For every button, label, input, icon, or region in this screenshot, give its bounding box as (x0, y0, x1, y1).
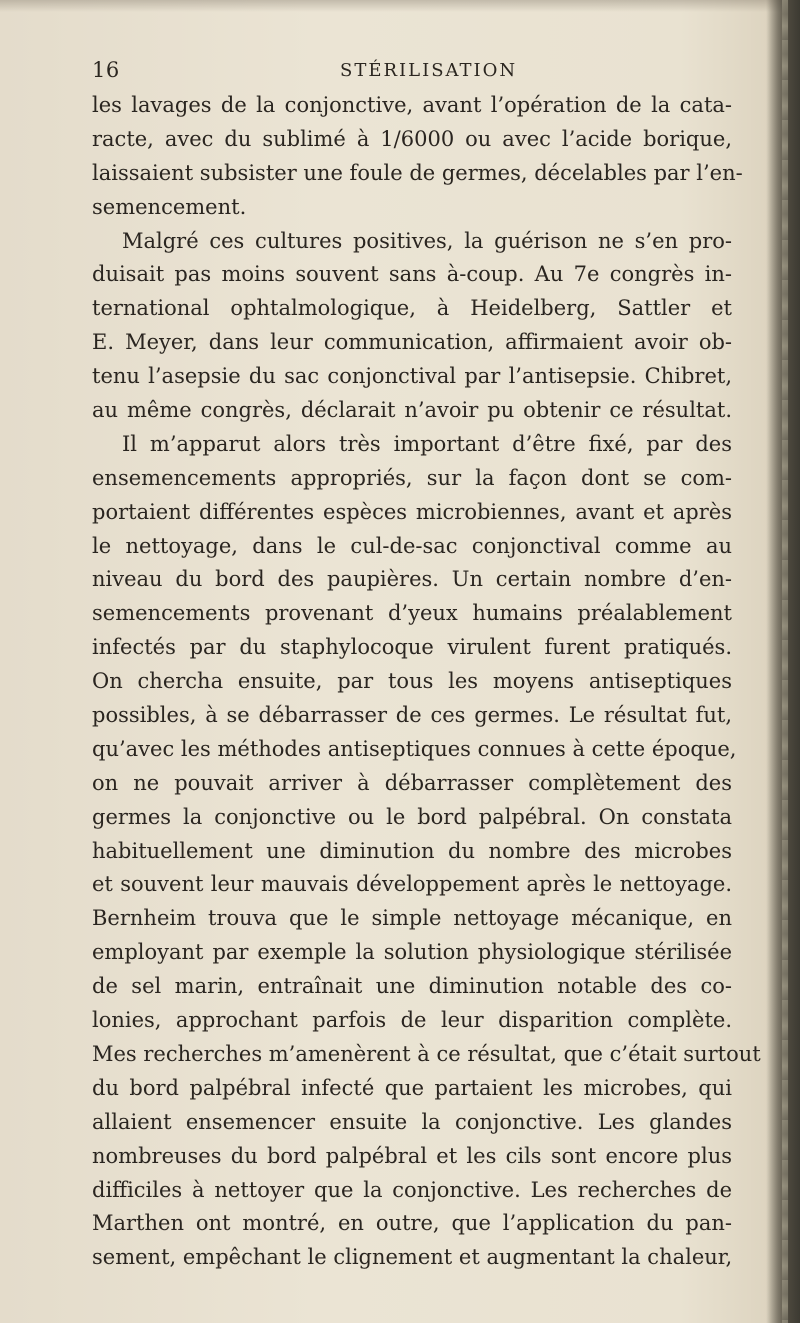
text-line: laissaient subsister une foule de germes, décelables par l’en- (92, 160, 743, 185)
page-number: 16 (92, 58, 120, 82)
text-line: du bord palpébral infecté que partaient les microbes, qui (92, 1075, 732, 1100)
text-line: nombreuses du bord palpébral et les cils sont encore plus (92, 1143, 732, 1168)
text-line: ensemencements appropriés, sur la façon dont se com- (92, 465, 732, 490)
text-line: on ne pouvait arriver à débarrasser complètement des (92, 770, 732, 795)
text-line: Bernheim trouva que le simple nettoyage mécanique, en (92, 906, 732, 931)
text-line: semencement. (92, 194, 247, 219)
page-header (92, 58, 728, 88)
text-line: semencements provenant d’yeux humains préalablement (92, 601, 732, 626)
top-edge-shadow (0, 0, 800, 12)
text-line: Mes recherches m’amenèrent à ce résultat, que c’était surtout (92, 1041, 761, 1066)
text-line: E. Meyer, dans leur communication, affirmaient avoir ob- (92, 330, 732, 355)
text-line: le nettoyage, dans le cul-de-sac conjonctival comme au (92, 533, 732, 558)
text-line: difficiles à nettoyer que la conjonctive. Les recherches de (92, 1177, 732, 1202)
text-line: On chercha ensuite, par tous les moyens antiseptiques (92, 669, 732, 694)
text-line: tenu l’asepsie du sac conjonctival par l’antisepsie. Chibret, (92, 364, 732, 389)
text-line: Il m’apparut alors très important d’être fixé, par des (122, 431, 732, 456)
text-line: au même congrès, déclarait n’avoir pu obtenir ce résultat. (92, 398, 732, 423)
text-line: habituellement une diminution du nombre des microbes (92, 838, 732, 863)
text-line: allaient ensemencer ensuite la conjonctive. Les glandes (92, 1109, 732, 1134)
text-line: de sel marin, entraînait une diminution notable des co- (92, 974, 732, 999)
text-line: possibles, à se débarrasser de ces germes. Le résultat fut, (92, 703, 732, 728)
text-line: employant par exemple la solution physiologique stérilisée (92, 940, 732, 965)
text-line: niveau du bord des paupières. Un certain nombre d’en- (92, 567, 732, 592)
book-spine-texture (782, 0, 788, 1323)
text-line: portaient différentes espèces microbiennes, avant et après (92, 499, 732, 524)
text-line: lonies, approchant parfois de leur disparition complète. (92, 1008, 732, 1033)
text-line: les lavages de la conjonctive, avant l’opération de la cata- (92, 93, 732, 117)
text-line: qu’avec les méthodes antiseptiques connues à cette époque, (92, 736, 737, 761)
text-line: Marthen ont montré, en outre, que l’application du pan- (92, 1211, 732, 1236)
text-line: racte, avec du sublimé à 1/6000 ou avec l’acide borique, (92, 126, 732, 151)
body-text (92, 89, 761, 1275)
text-line: et souvent leur mauvais développement après le nettoyage. (92, 872, 732, 897)
text-line: ternational ophtalmologique, à Heidelberg, Sattler et (92, 296, 732, 321)
running-title: STÉRILISATION (340, 60, 518, 81)
text-line: sement, empêchant le clignement et augmentant la chaleur, (92, 1245, 733, 1270)
text-line: germes la conjonctive ou le bord palpébral. On constata (92, 804, 732, 829)
text-line: infectés par du staphylocoque virulent furent pratiqués. (92, 635, 732, 660)
text-line: duisait pas moins souvent sans à-coup. Au 7e congrès in- (92, 262, 732, 287)
text-line: Malgré ces cultures positives, la guérison ne s’en pro- (122, 228, 732, 253)
